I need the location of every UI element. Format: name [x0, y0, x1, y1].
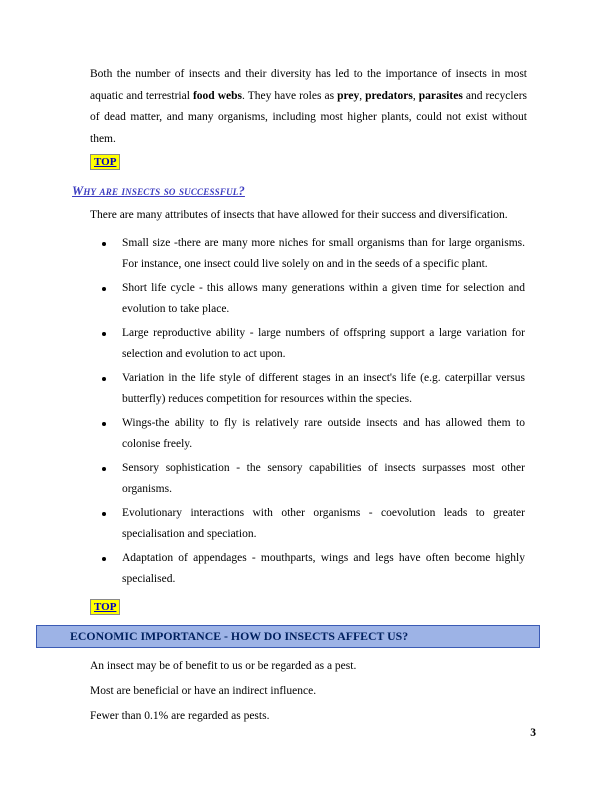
- section-heading-why-successful[interactable]: Why are insects so successful?: [72, 184, 245, 198]
- bullet-text: Sensory sophistication - the sensory capabilities of insects surpasses most other organisms.: [122, 461, 525, 495]
- bullet-text: Large reproductive ability - large numbers of offspring support a large variation for selection and evolution to act upon.: [122, 326, 525, 360]
- list-item: [100, 458, 525, 501]
- bullet-text: Wings-the ability to fly is relatively rare outside insects and has allowed them to colonise freely.: [122, 416, 525, 450]
- top-link[interactable]: TOP: [90, 154, 120, 170]
- success-bullet-list: [100, 233, 525, 591]
- bullet-text: Variation in the life style of different stages in an insect's life (e.g. caterpillar versus butterfly) reduces competition for resources within the species.: [122, 371, 525, 405]
- list-item: [100, 368, 525, 411]
- top-link-row-1: [90, 154, 540, 170]
- intro-paragraph: Both the number of insects and their diversity has led to the importance of insects in most aquatic and terrestrial food webs. They have roles as prey, predators, parasites and recyclers of dead matter, and many organisms, including most higher plants, could not exist without them.: [90, 68, 527, 145]
- bullet-text: Evolutionary interactions with other organisms - coevolution leads to greater specialisation and speciation.: [122, 506, 525, 540]
- list-item: [100, 278, 525, 321]
- economic-paragraph: Fewer than 0.1% are regarded as pests.: [90, 709, 270, 722]
- list-item: [100, 548, 525, 591]
- list-item: [100, 323, 525, 366]
- bullet-text: Small size -there are many more niches for small organisms than for large organisms. For instance, one insect could live solely on and in the seeds of a specific plant.: [122, 236, 525, 270]
- top-link-row-2: [90, 599, 540, 615]
- bullet-text: Adaptation of appendages - mouthparts, wings and legs have often become highly specialised.: [122, 551, 525, 585]
- economic-heading: ECONOMIC IMPORTANCE - HOW DO INSECTS AFFECT US?: [70, 628, 409, 643]
- bullet-icon: [102, 377, 106, 381]
- bullet-icon: [102, 467, 106, 471]
- list-item: [100, 233, 525, 276]
- bullet-icon: [102, 512, 106, 516]
- success-intro-paragraph: There are many attributes of insects that have allowed for their success and diversification.: [90, 209, 508, 221]
- list-item: [100, 503, 525, 546]
- bullet-icon: [102, 242, 106, 246]
- bullet-text: Short life cycle - this allows many generations within a given time for selection and evolution to take place.: [122, 281, 525, 315]
- page-number: 3: [530, 727, 536, 739]
- bullet-icon: [102, 332, 106, 336]
- bullet-icon: [102, 557, 106, 561]
- economic-heading-banner: [36, 625, 540, 648]
- economic-paragraph: Most are beneficial or have an indirect influence.: [90, 684, 317, 697]
- economic-paragraph: An insect may be of benefit to us or be regarded as a pest.: [90, 659, 357, 672]
- top-link[interactable]: TOP: [90, 599, 120, 615]
- list-item: [100, 413, 525, 456]
- bullet-icon: [102, 287, 106, 291]
- bullet-icon: [102, 422, 106, 426]
